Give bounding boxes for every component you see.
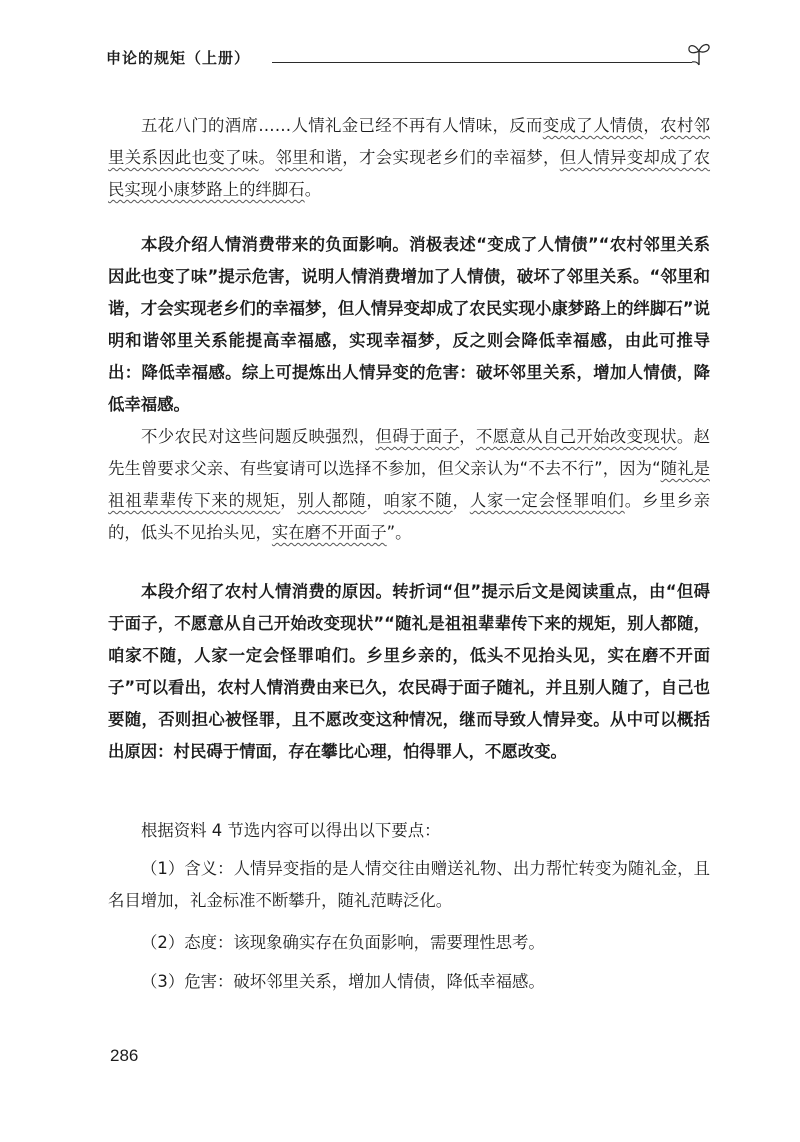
underlined-phrase: 变成了人情债 [542, 116, 644, 135]
text-segment: 不少农民对这些问题反映强烈， [141, 427, 376, 446]
running-header [62, 47, 712, 71]
header-rule [272, 62, 692, 63]
summary-intro: 根据资料 4 节选内容可以得出以下要点： [141, 821, 441, 840]
underlined-phrase: 随礼是祖祖辈辈传下来的规矩 [108, 459, 710, 510]
text-segment: 。 [258, 148, 276, 167]
text-segment: ， [643, 116, 661, 135]
underlined-phrase: 人家一定会怪罪咱们 [469, 491, 625, 510]
analysis-paragraph-2: 本段介绍了农村人情消费的原因。转折词“但”提示后文是阅读重点，由“但碍于面子，不愿意从自己开始改变现状”“随礼是祖祖辈辈传下来的规矩，别人都随，咱家不随，人家一定会怪罪咱们。乡里乡亲的，低头不见抬头见，实在磨不开面子”可以看出，农村人情消费由来已久，农民碍于面子随礼，并且别人随了，自己也要随，否则担心被怪罪，且不愿改变这种情况，继而导致人情异变。从中可以概括出原因：村民碍于情面，存在攀比心理，怕得罪人，不愿改变。 [108, 582, 710, 761]
text-segment: 五花八门的酒席……人情礼金已经不再有人情味，反而 [141, 116, 543, 135]
text-segment: ， [452, 491, 470, 510]
underlined-phrase: 别人都随 [297, 491, 367, 510]
underlined-phrase: 但人情异变却成了农民实现小康梦路上的绊脚石 [108, 148, 711, 199]
analysis-paragraph-1: 本段介绍人情消费带来的负面影响。消极表述“变成了人情债”“农村邻里关系因此也变了味”提示危害，说明人情消费增加了人情债，破坏了邻里关系。“邻里和谐，才会实现老乡们的幸福梦，但人情异变却成了农民实现小康梦路上的绊脚石”说明和谐邻里关系能提高幸福感，实现幸福梦，反之则会降低幸福感，由此可推导出：降低幸福感。综上可提炼出人情异变的危害：破坏邻里关系，增加人情债，降低幸福感。 [108, 235, 710, 414]
quote-paragraph-2 [108, 421, 710, 549]
text-segment: ， [459, 427, 476, 446]
summary-point-3: （3）危害：破坏邻里关系，增加人情债，降低幸福感。 [141, 972, 545, 991]
underlined-phrase: 咱家不随 [383, 491, 453, 510]
text-segment: 。乡里乡亲的，低头不见抬头见， [108, 491, 711, 542]
text-segment: ， [280, 491, 298, 510]
underlined-phrase: 邻里和谐 [275, 148, 343, 167]
summary-point-2: （2）态度：该现象确实存在负面影响，需要理性思考。 [141, 933, 545, 952]
underlined-phrase: 不愿意从自己开始改变现状 [475, 427, 677, 446]
quote-paragraph-1 [108, 110, 710, 206]
text-segment: 。 [304, 180, 322, 199]
page-number: 286 [110, 1046, 139, 1065]
text-segment: ”。 [386, 523, 412, 542]
sprout-icon [686, 37, 712, 67]
underlined-phrase: 但碍于面子 [375, 427, 460, 446]
underlined-phrase: 农村邻里关系因此也变了味 [108, 116, 711, 167]
underlined-phrase: 实在磨不开面子 [271, 523, 387, 542]
text-segment: ，才会实现老乡们的幸福梦， [342, 148, 560, 167]
book-title: 申论的规矩（上册） [106, 49, 251, 67]
text-segment: 。赵先生曾要求父亲、有些宴请可以选择不参加，但父亲认为“不去不行”，因为“ [108, 427, 711, 478]
text-segment: ， [366, 491, 384, 510]
summary-point-1: （1）含义：人情异变指的是人情交往由赠送礼物、出力帮忙转变为随礼金，且名目增加，礼金标准不断攀升，随礼范畴泛化。 [108, 859, 710, 910]
